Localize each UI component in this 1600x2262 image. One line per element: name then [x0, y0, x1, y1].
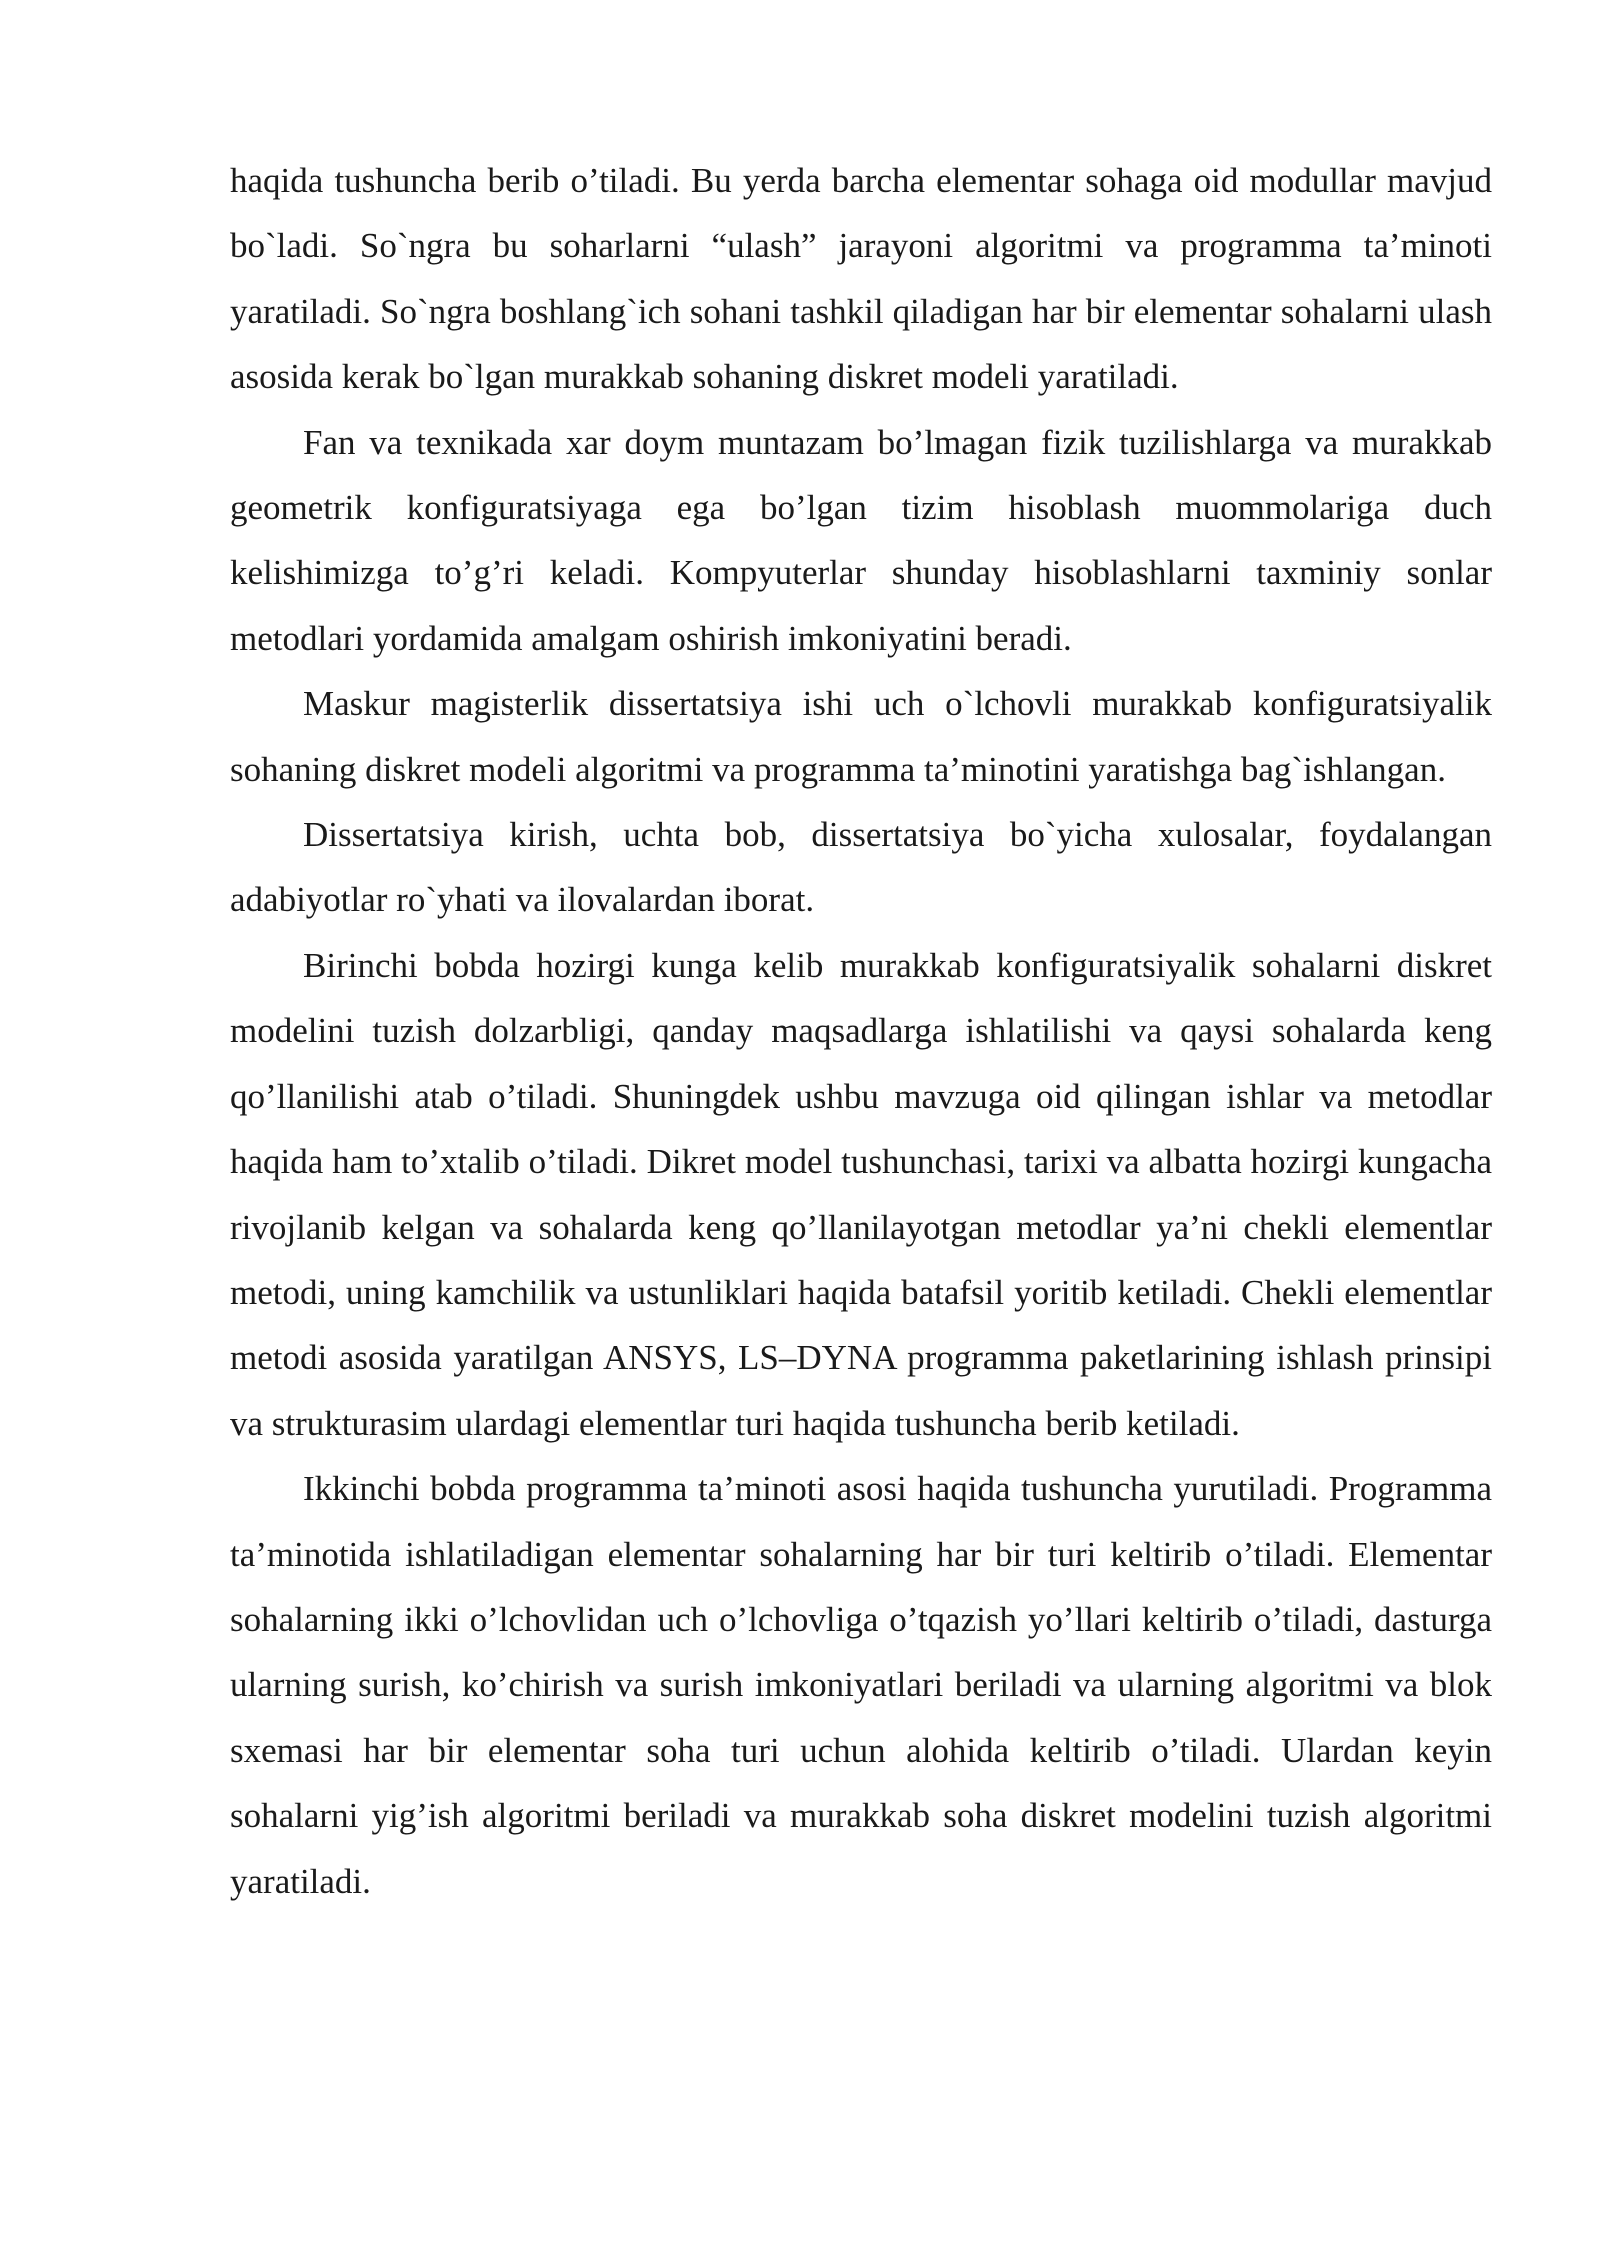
paragraph-1: haqida tushuncha berib o’tiladi. Bu yerda barcha elementar sohaga oid modullar mavjud bo`ladi. So`ngra bu soharlarni “ulash” jarayoni algoritmi va programma ta’minoti yaratiladi. So`ngra boshlang`ich sohani tashkil qiladigan har bir elementar sohalarni ulash asosida kerak bo`lgan murakkab sohaning diskret modeli yaratiladi. [230, 161, 1492, 397]
paragraph-4: Dissertatsiya kirish, uchta bob, dissertatsiya bo`yicha xulosalar, foydalangan adabiyotlar ro`yhati va ilovalardan iborat. [230, 815, 1492, 920]
paragraph-5: Birinchi bobda hozirgi kunga kelib murakkab konfiguratsiyalik sohalarni diskret modelini tuzish dolzarbligi, qanday maqsadlarga ishlatilishi va qaysi sohalarda keng qo’llanilishi atab o’tiladi. Shuningdek ushbu mavzuga oid qilingan ishlar va metodlar haqida ham to’xtalib o’tiladi. Dikret model tushunchasi, tarixi va albatta hozirgi kungacha rivojlanib kelgan va sohalarda keng qo’llanilayotgan metodlar ya’ni chekli elementlar metodi, uning kamchilik va ustunliklari haqida batafsil yoritib ketiladi. Chekli elementlar metodi asosida yaratilgan ANSYS, LS–DYNA programma paketlarining ishlash prinsipi va strukturasim ulardagi elementlar turi haqida tushuncha berib ketiladi. [230, 945, 1492, 1443]
paragraph-2: Fan va texnikada xar doym muntazam bo’lmagan fizik tuzilishlarga va murakkab geometrik konfiguratsiyaga ega bo’lgan tizim hisoblash muommolariga duch kelishimizga to’g’ri keladi. Kompyuterlar shunday hisoblashlarni taxminiy sonlar metodlari yordamida amalgam oshirish imkoniyatini beradi. [230, 422, 1492, 658]
paragraph-6: Ikkinchi bobda programma ta’minoti asosi haqida tushuncha yurutiladi. Programma ta’minotida ishlatiladigan elementar sohalarning har bir turi keltirib o’tiladi. Elementar sohalarning ikki o’lchovlidan uch o’lchovliga o’tqazish yo’llari keltirib o’tiladi, dasturga ularning surish, ko’chirish va surish imkoniyatlari beriladi va ularning algoritmi va blok sxemasi har bir elementar soha turi uchun alohida keltirib o’tiladi. Ulardan keyin sohalarni yig’ish algoritmi beriladi va murakkab soha diskret modelini tuzish algoritmi yaratiladi. [230, 1469, 1492, 1901]
paragraph-3: Maskur magisterlik dissertatsiya ishi uch o`lchovli murakkab konfiguratsiyalik sohaning diskret modeli algoritmi va programma ta’minotini yaratishga bag`ishlangan. [230, 684, 1492, 789]
document-page [230, 148, 1492, 1914]
